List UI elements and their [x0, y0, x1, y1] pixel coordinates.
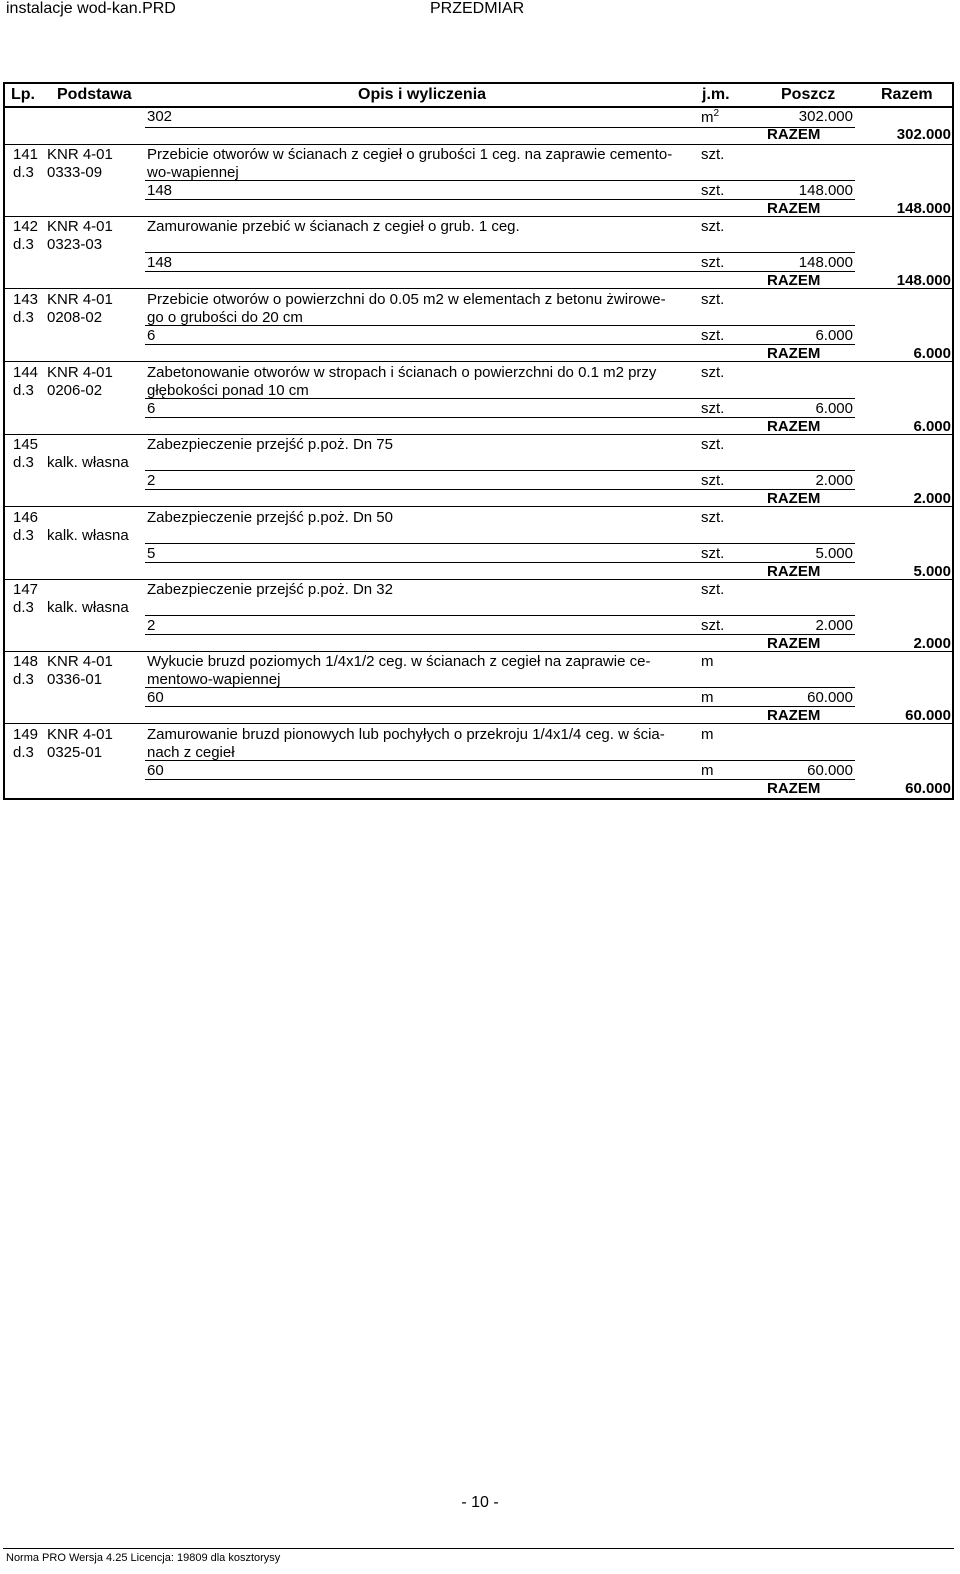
item-unit: szt. [701, 291, 725, 308]
item-lp-sub: d.3 [13, 599, 34, 616]
item-calc: 5 [147, 545, 156, 562]
item-description-cont: głębokości ponad 10 cm [147, 382, 309, 399]
item-poszcz: 148.000 [798, 254, 853, 271]
item-poszcz: 60.000 [807, 689, 853, 706]
table-row [5, 579, 952, 651]
item-lp: 144 [13, 364, 39, 381]
item-razem-value: 148.000 [896, 272, 951, 289]
item-podstawa: KNR 4-01 [47, 146, 113, 163]
item-podstawa: KNR 4-01 [47, 291, 113, 308]
col-podstawa: Podstawa [57, 86, 132, 103]
footer-divider [3, 1548, 954, 1549]
item-podstawa-code: 0325-01 [47, 744, 103, 761]
col-poszcz: Poszcz [781, 86, 836, 103]
item-calc: 2 [147, 472, 156, 489]
table-row [5, 724, 952, 796]
item-lp-sub: d.3 [13, 527, 34, 544]
col-razem: Razem [881, 86, 933, 103]
col-lp: Lp. [11, 86, 35, 103]
item-calc-unit: szt. [701, 254, 725, 271]
item-lp-sub: d.3 [13, 744, 34, 761]
item-unit: szt. [701, 509, 725, 526]
item-razem-value: 6.000 [913, 345, 951, 362]
item-podstawa-code: 0208-02 [47, 309, 103, 326]
table-row [5, 507, 952, 579]
item-razem-value: 2.000 [913, 635, 951, 652]
item-lp: 141 [13, 146, 39, 163]
table-row [5, 362, 952, 434]
item-unit: m [701, 726, 714, 743]
item-description-cont: wo-wapiennej [147, 164, 239, 181]
item-lp-sub: d.3 [13, 382, 34, 399]
item-podstawa-code: 0323-03 [47, 236, 103, 253]
item-lp: 147 [13, 581, 39, 598]
page-number: - 10 - [461, 1494, 499, 1511]
item-lp-sub: d.3 [13, 164, 34, 181]
item-podstawa: KNR 4-01 [47, 726, 113, 743]
item-razem-label: RAZEM [767, 563, 821, 580]
col-opis: Opis i wyliczenia [358, 86, 487, 103]
item-unit: szt. [701, 146, 725, 163]
table-row [5, 651, 952, 723]
item-razem-label: RAZEM [767, 490, 821, 507]
item-podstawa-code: kalk. własna [47, 599, 129, 616]
item-podstawa-code: kalk. własna [47, 527, 129, 544]
table-row [5, 434, 952, 506]
item-razem-label: RAZEM [767, 200, 821, 217]
carryover-value: 302.000 [798, 108, 853, 125]
item-unit: m [701, 653, 714, 670]
item-description: Zabezpieczenie przejść p.poż. Dn 75 [147, 436, 393, 453]
item-calc: 6 [147, 400, 156, 417]
item-calc: 60 [147, 762, 164, 779]
item-podstawa-code: 0336-01 [47, 671, 103, 688]
item-lp: 148 [13, 653, 39, 670]
item-description: Zamurowanie przebić w ścianach z cegieł o grub. 1 ceg. [147, 218, 520, 235]
item-lp-sub: d.3 [13, 236, 34, 253]
item-calc: 6 [147, 327, 156, 344]
item-podstawa: KNR 4-01 [47, 364, 113, 381]
item-podstawa-code: kalk. własna [47, 454, 129, 471]
item-lp: 149 [13, 726, 39, 743]
item-podstawa: KNR 4-01 [47, 218, 113, 235]
item-lp-sub: d.3 [13, 671, 34, 688]
item-calc-unit: szt. [701, 545, 725, 562]
item-razem-label: RAZEM [767, 345, 821, 362]
item-lp: 143 [13, 291, 39, 308]
table-row [5, 289, 952, 361]
item-razem-value: 2.000 [913, 490, 951, 507]
item-description-cont: nach z cegieł [147, 744, 235, 761]
item-calc-unit: szt. [701, 400, 725, 417]
item-poszcz: 5.000 [815, 545, 853, 562]
item-lp-sub: d.3 [13, 454, 34, 471]
item-lp: 145 [13, 436, 39, 453]
przedmiar-table [3, 82, 954, 800]
carryover-unit: $m^2$ [701, 108, 720, 126]
carryover-calc: 302 [147, 108, 173, 125]
item-poszcz: 148.000 [798, 182, 853, 199]
item-lp-sub: d.3 [13, 309, 34, 326]
item-unit: szt. [701, 436, 725, 453]
header-title: PRZEDMIAR [430, 0, 525, 17]
item-description: Przebicie otworów w ścianach z cegieł o grubości 1 ceg. na zaprawie cemento- [147, 146, 673, 163]
item-poszcz: 60.000 [807, 762, 853, 779]
item-razem-label: RAZEM [767, 635, 821, 652]
item-description: Przebicie otworów o powierzchni do 0.05 m2 w elementach z betonu żwirowe- [147, 291, 666, 308]
item-podstawa-code: 0333-09 [47, 164, 103, 181]
item-calc: 60 [147, 689, 164, 706]
item-calc-unit: szt. [701, 327, 725, 344]
item-calc: 148 [147, 182, 173, 199]
item-description: Zamurowanie bruzd pionowych lub pochyłych o przekroju 1/4x1/4 ceg. w ścia- [147, 726, 665, 743]
item-podstawa-code: 0206-02 [47, 382, 103, 399]
item-calc-unit: m [701, 762, 714, 779]
carryover-razem-value: 302.000 [896, 126, 951, 143]
header-filename: instalacje wod-kan.PRD [6, 0, 176, 17]
footer-license: Norma PRO Wersja 4.25 Licencja: 19809 dla kosztorysy [6, 1552, 281, 1564]
item-description: Zabezpieczenie przejść p.poż. Dn 32 [147, 581, 393, 598]
item-razem-label: RAZEM [767, 418, 821, 435]
item-razem-label: RAZEM [767, 780, 821, 797]
item-unit: szt. [701, 581, 725, 598]
item-calc: 148 [147, 254, 173, 271]
item-poszcz: 2.000 [815, 617, 853, 634]
item-unit: szt. [701, 218, 725, 235]
item-calc-unit: m [701, 689, 714, 706]
item-description: Wykucie bruzd poziomych 1/4x1/2 ceg. w ścianach z cegieł na zaprawie ce- [147, 653, 651, 670]
item-poszcz: 2.000 [815, 472, 853, 489]
carryover-razem-label: RAZEM [767, 126, 821, 143]
item-calc-unit: szt. [701, 182, 725, 199]
item-description-cont: mentowo-wapiennej [147, 671, 281, 688]
item-calc-unit: szt. [701, 617, 725, 634]
item-razem-label: RAZEM [767, 707, 821, 724]
item-razem-value: 60.000 [905, 707, 951, 724]
item-lp: 146 [13, 509, 39, 526]
table-row [5, 216, 952, 288]
item-poszcz: 6.000 [815, 327, 853, 344]
item-razem-value: 148.000 [896, 200, 951, 217]
item-calc: 2 [147, 617, 156, 634]
table-header [5, 84, 952, 108]
col-jm: j.m. [702, 86, 730, 103]
item-razem-value: 6.000 [913, 418, 951, 435]
item-podstawa: KNR 4-01 [47, 653, 113, 670]
item-description: Zabezpieczenie przejść p.poż. Dn 50 [147, 509, 393, 526]
item-lp: 142 [13, 218, 39, 235]
item-poszcz: 6.000 [815, 400, 853, 417]
item-razem-value: 5.000 [913, 563, 951, 580]
item-razem-label: RAZEM [767, 272, 821, 289]
item-unit: szt. [701, 364, 725, 381]
item-calc-unit: szt. [701, 472, 725, 489]
item-razem-value: 60.000 [905, 780, 951, 797]
item-description: Zabetonowanie otworów w stropach i ścianach o powierzchni do 0.1 m2 przy [147, 364, 657, 381]
item-description-cont: go o grubości do 20 cm [147, 309, 303, 326]
table-row [5, 144, 952, 216]
